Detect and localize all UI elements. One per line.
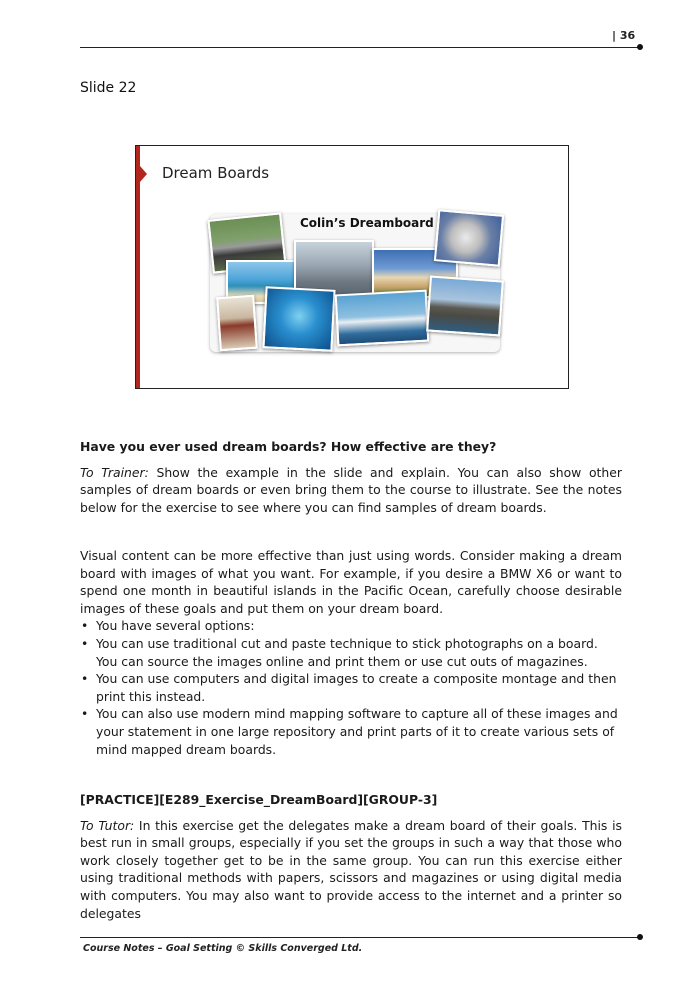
sailboats-photo xyxy=(335,290,430,347)
tutor-text: In this exercise get the delegates make a dream board of their goals. This is best run in small groups, especially if you set the groups in such a way that those who work closely together get to be in the same group. You can run this exercise either using traditional methods with papers, scissors and magazines or using digital media with computers. You may also want to provide access to the internet and a printer so delegates xyxy=(80,817,622,921)
robot-photo xyxy=(434,209,504,267)
section-dream-boards-intro xyxy=(80,438,622,516)
bottom-divider xyxy=(80,937,640,938)
slide-accent-bar xyxy=(136,146,140,388)
trainer-note xyxy=(80,464,622,517)
lady-photo xyxy=(216,295,258,352)
options-list xyxy=(80,617,622,758)
trainer-label: To Trainer: xyxy=(80,464,149,480)
list-item: • You have several options: xyxy=(80,617,622,635)
bottom-divider-dot xyxy=(637,934,643,940)
slide-thumbnail xyxy=(135,145,569,389)
visual-content-paragraph: Visual content can be more effective than just using words. Consider making a dream board with images of what you want. For example, if you desire a BMW X6 or want to spend one month in beautiful islands in the Pacific Ocean, carefully choose desirable images of these goals and put them on your dream board. xyxy=(80,548,622,616)
practice-heading: [PRACTICE][E289_Exercise_DreamBoard][GROUP-3] xyxy=(80,792,438,807)
list-item: • You can use computers and digital images to create a composite montage and then print this instead. xyxy=(80,670,622,705)
castle-photo xyxy=(426,275,504,336)
trainer-text: Show the example in the slide and explain. You can also show other samples of dream boards or even bring them to the course to illustrate. See the notes below for the exercise to see where you can find samples of dream boards. xyxy=(80,464,622,515)
list-item: • You can also use modern mind mapping software to capture all of these images and your statement in one large repository and print parts of it to create various sets of mind mapped dream boards. xyxy=(80,705,622,758)
page-number: | 36 xyxy=(612,29,636,42)
tutor-note xyxy=(80,817,622,923)
list-item: • You can use traditional cut and paste technique to stick photographs on a board. You can source the images online and print them or use cut outs of magazines. xyxy=(80,635,622,670)
section-visual-content xyxy=(80,547,622,758)
top-divider-dot xyxy=(637,44,643,50)
diver-photo xyxy=(262,286,335,352)
slide-title: Dream Boards xyxy=(162,164,270,182)
collage-title: Colin’s Dreamboard xyxy=(300,216,434,230)
slide-label: Slide 22 xyxy=(80,80,137,96)
question-heading: Have you ever used dream boards? How effective are they? xyxy=(80,439,497,454)
slide-accent-triangle xyxy=(140,166,147,182)
section-practice-exercise xyxy=(80,791,622,922)
tutor-label: To Tutor: xyxy=(80,817,135,833)
footer-text: Course Notes – Goal Setting © Skills Converged Ltd. xyxy=(83,943,363,954)
top-divider xyxy=(80,47,640,48)
